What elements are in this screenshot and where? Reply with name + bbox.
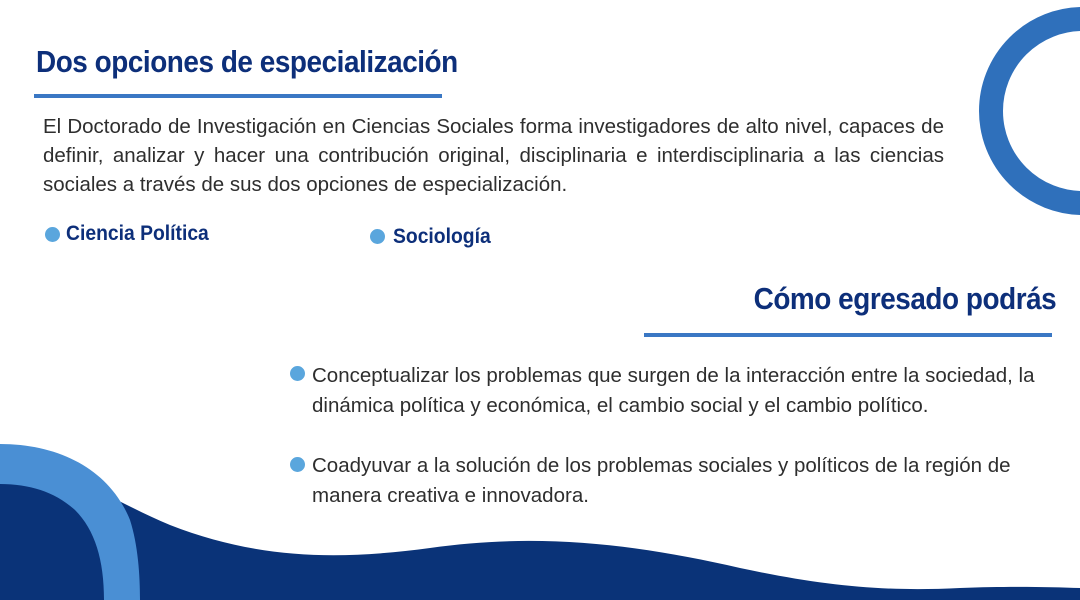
option-ciencia-politica: Ciencia Política — [66, 222, 209, 245]
program-description: El Doctorado de Investigación en Ciencias Sociales forma investigadores de alto nivel, capaces de definir, analizar y hacer una contribución original, disciplinaria e interdisciplinaria a las ciencias sociales a través de sus dos opciones de especialización. — [43, 115, 944, 196]
graduate-item-1: Conceptualizar los problemas que surgen de la interacción entre la sociedad, la dinámica política y económica, el cambio social y el cambio político. — [312, 364, 1035, 417]
bullet-dot — [290, 366, 305, 381]
bullet-dot — [370, 229, 385, 244]
section-title-specializations: Dos opciones de especialización — [36, 44, 458, 79]
graduate-item-2: Coadyuvar a la solución de los problemas sociales y políticos de la región de manera creativa e innovadora. — [312, 454, 1011, 507]
bullet-dot — [45, 227, 60, 242]
option-sociologia: Sociología — [393, 225, 491, 248]
title-underline — [644, 333, 1052, 337]
bullet-dot — [290, 457, 305, 472]
title-underline — [34, 94, 442, 98]
section-title-graduate: Cómo egresado podrás — [753, 281, 1056, 316]
